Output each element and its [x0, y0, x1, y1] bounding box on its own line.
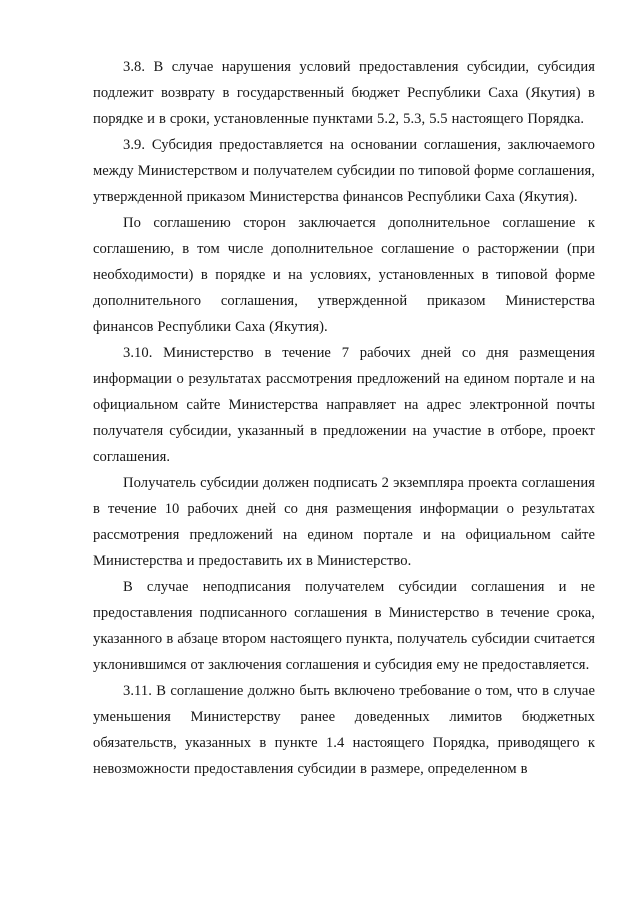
paragraph-3-11: 3.11. В соглашение должно быть включено требование о том, что в случае уменьшения Министерству ранее доведенных лимитов бюджетных обязательств, указанных в пункте 1.4 настоящего Порядка, приводящего к невозможности предоставления субсидии в размере, определенном в [93, 683, 595, 777]
paragraph-signing-deadline: Получатель субсидии должен подписать 2 экземпляра проекта соглашения в течение 10 рабочих дней со дня размещения информации о результатах рассмотрения предложений на едином портале и на официальном сайте Министерства и предоставить их в Министерство. [93, 475, 595, 569]
paragraph-3-9: 3.9. Субсидия предоставляется на основании соглашения, заключаемого между Министерством и получателем субсидии по типовой форме соглашения, утвержденной приказом Министерства финансов Республики Саха (Якутия). [93, 137, 595, 205]
paragraph-3-10: 3.10. Министерство в течение 7 рабочих дней со дня размещения информации о результатах рассмотрения предложений на едином портале и на официальном сайте Министерства направляет на адрес электронной почты получателя субсидии, указанный в предложении на участие в отборе, проект соглашения. [93, 345, 595, 465]
paragraph-evasion: В случае неподписания получателем субсидии соглашения и не предоставления подписанного соглашения в Министерство в течение срока, указанного в абзаце втором настоящего пункта, получатель субсидии считается уклонившимся от заключения соглашения и субсидия ему не предоставляется. [93, 579, 595, 673]
paragraph-additional-agreement: По соглашению сторон заключается дополнительное соглашение к соглашению, в том числе дополнительное соглашение о расторжении (при необходимости) в порядке и на условиях, установленных в типовой форме дополнительного соглашения, утвержденной приказом Министерства финансов Республики Саха (Якутия). [93, 215, 595, 335]
paragraph-3-8: 3.8. В случае нарушения условий предоставления субсидии, субсидия подлежит возврату в государственный бюджет Республики Саха (Якутия) в порядке и в сроки, установленные пунктами 5.2, 5.3, 5.5 настоящего Порядка. [93, 59, 595, 127]
